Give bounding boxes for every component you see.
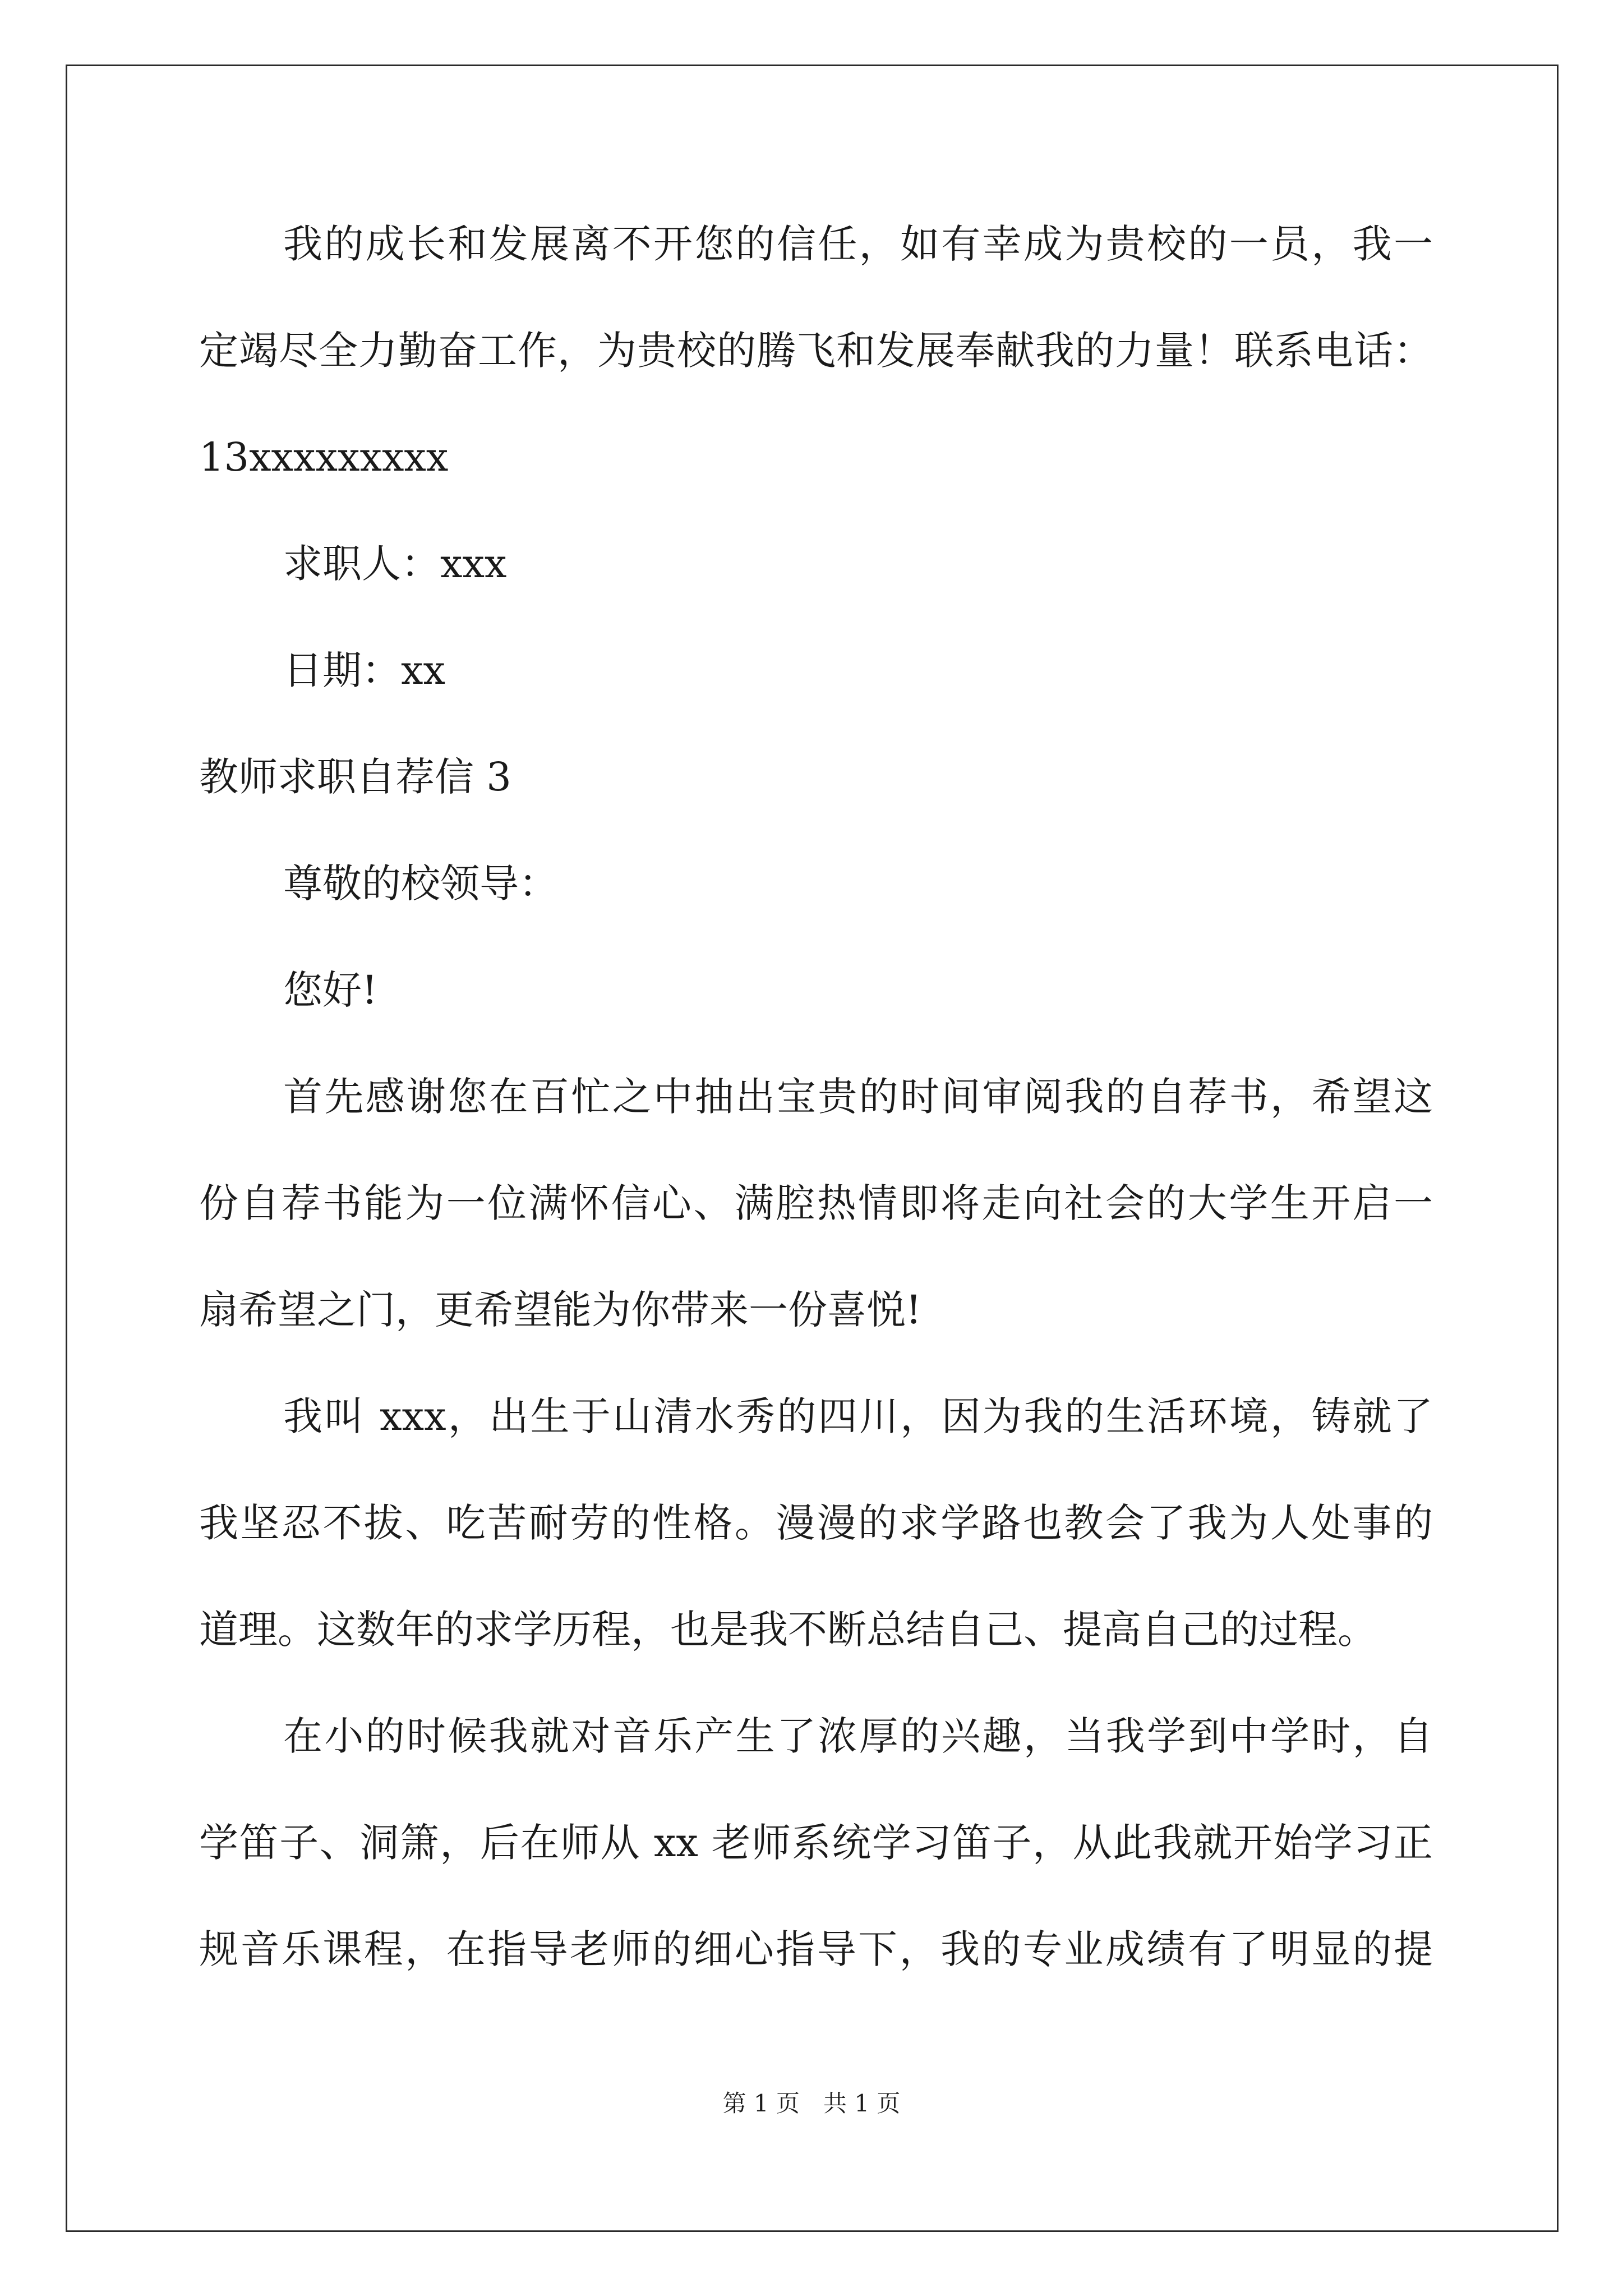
paragraph-line: 在小的时候我就对音乐产生了浓厚的兴趣，当我学到中学时，自 (283, 1713, 1433, 1759)
paragraph-line: 我的成长和发展离不开您的信任，如有幸成为贵校的一员，我一 (283, 221, 1433, 267)
date-line: 日期：xx (283, 647, 445, 693)
paragraph-line: 学笛子、洞箫，后在师从 xx 老师系统学习笛子，从此我就开始学习正 (199, 1820, 1433, 1866)
paragraph-line: 我坚忍不拔、吃苦耐劳的性格。漫漫的求学路也教会了我为人处事的 (199, 1500, 1433, 1546)
paragraph-line: 扇希望之门，更希望能为你带来一份喜悦! (199, 1287, 922, 1333)
paragraph-line: 我叫 xxx，出生于山清水秀的四川，因为我的生活环境，铸就了 (283, 1393, 1433, 1439)
phone-number-line: 13xxxxxxxxx (199, 434, 449, 480)
salutation: 尊敬的校领导： (283, 861, 558, 907)
paragraph-line: 定竭尽全力勤奋工作，为贵校的腾飞和发展奉献我的力量！联系电话： (199, 328, 1433, 374)
paragraph-line: 份自荐书能为一位满怀信心、满腔热情即将走向社会的大学生开启一 (199, 1180, 1433, 1226)
letter-title: 教师求职自荐信 3 (199, 754, 511, 800)
page-footer: 第 1 页 共 1 页 (722, 2090, 901, 2117)
paragraph-line: 道理。这数年的求学历程，也是我不断总结自己、提高自己的过程。 (199, 1607, 1377, 1653)
paragraph-line: 首先感谢您在百忙之中抽出宝贵的时间审阅我的自荐书，希望这 (283, 1074, 1433, 1120)
paragraph-line: 规音乐课程，在指导老师的细心指导下，我的专业成绩有了明显的提 (199, 1926, 1433, 1972)
applicant-line: 求职人：xxx (283, 541, 507, 587)
page-border (66, 65, 1559, 2232)
greeting: 您好! (283, 967, 378, 1013)
